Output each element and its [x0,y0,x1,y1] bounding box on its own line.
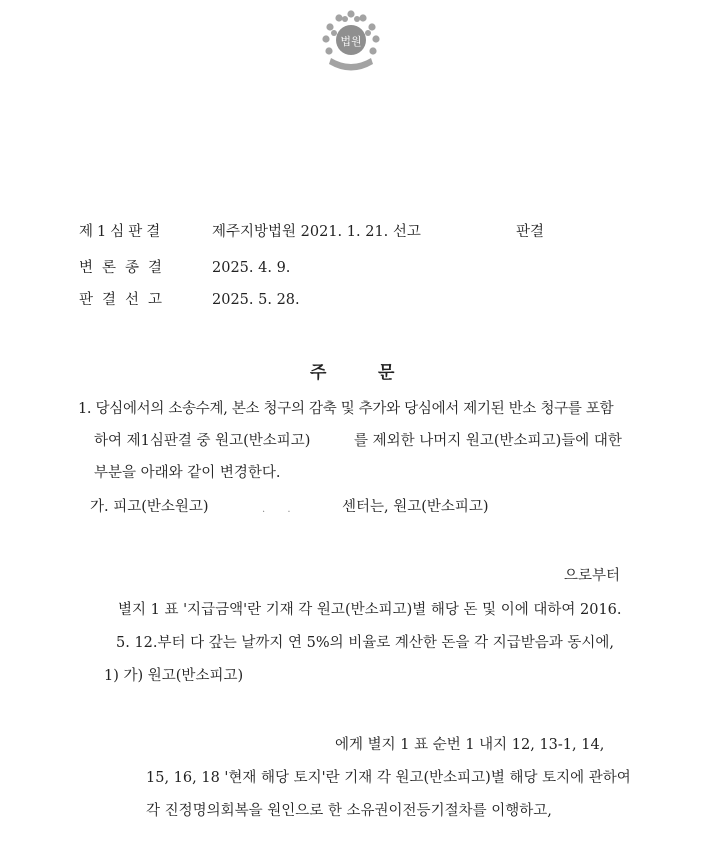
annex-line-1: 별지 1 표 '지급금액'란 기재 각 원고(반소피고)별 해당 돈 및 이에 대하여 2016. [118,602,622,618]
order-line-2b: 를 제외한 나머지 원고(반소피고)들에 대한 [354,433,622,449]
sub-item-1ga: 1) 가) 원고(반소피고) [104,668,244,684]
from-text: 으로부터 [564,568,621,584]
order-line-3: 부분을 아래와 같이 변경한다. [94,465,281,481]
order-title-right: 문 [378,363,395,383]
court-emblem-icon [319,8,383,74]
redaction-marks: . . [262,504,291,515]
first-instance-suffix: 판결 [516,224,545,240]
registration-line: 각 진정명의회복을 원인으로 한 소유권이전등기절차를 이행하고, [146,803,552,819]
judgment-value: 2025. 5. 28. [212,292,300,308]
judgment-label: 판결선고 [79,292,172,308]
to-line: 에게 별지 1 표 순번 1 내지 12, 13-1, 14, [335,737,605,753]
item-ga-a: 가. 피고(반소원고) [90,499,209,515]
first-instance-value: 제주지방법원 2021. 1. 21. 선고 [212,224,421,240]
emblem-text: 법원 [340,35,362,48]
closing-label: 변론종결 [79,260,172,276]
first-instance-label: 제1심판결 [79,224,165,240]
order-line-1: 1. 당심에서의 소송수계, 본소 청구의 감축 및 추가와 당심에서 제기된 반소 청구를 포함 [78,401,614,417]
order-line-2a: 하여 제1심판결 중 원고(반소피고) [94,433,311,449]
closing-value: 2025. 4. 9. [212,260,291,276]
parcels-line: 15, 16, 18 '현재 해당 토지'란 기재 각 원고(반소피고)별 해당 토지에 관하여 [146,770,631,786]
annex-line-2: 5. 12.부터 다 갚는 날까지 연 5%의 비율로 계산한 돈을 각 지급받음과 동시에, [116,635,615,651]
item-ga-b: 센터는, 원고(반소피고) [342,499,489,515]
order-title-left: 주 [310,363,327,383]
